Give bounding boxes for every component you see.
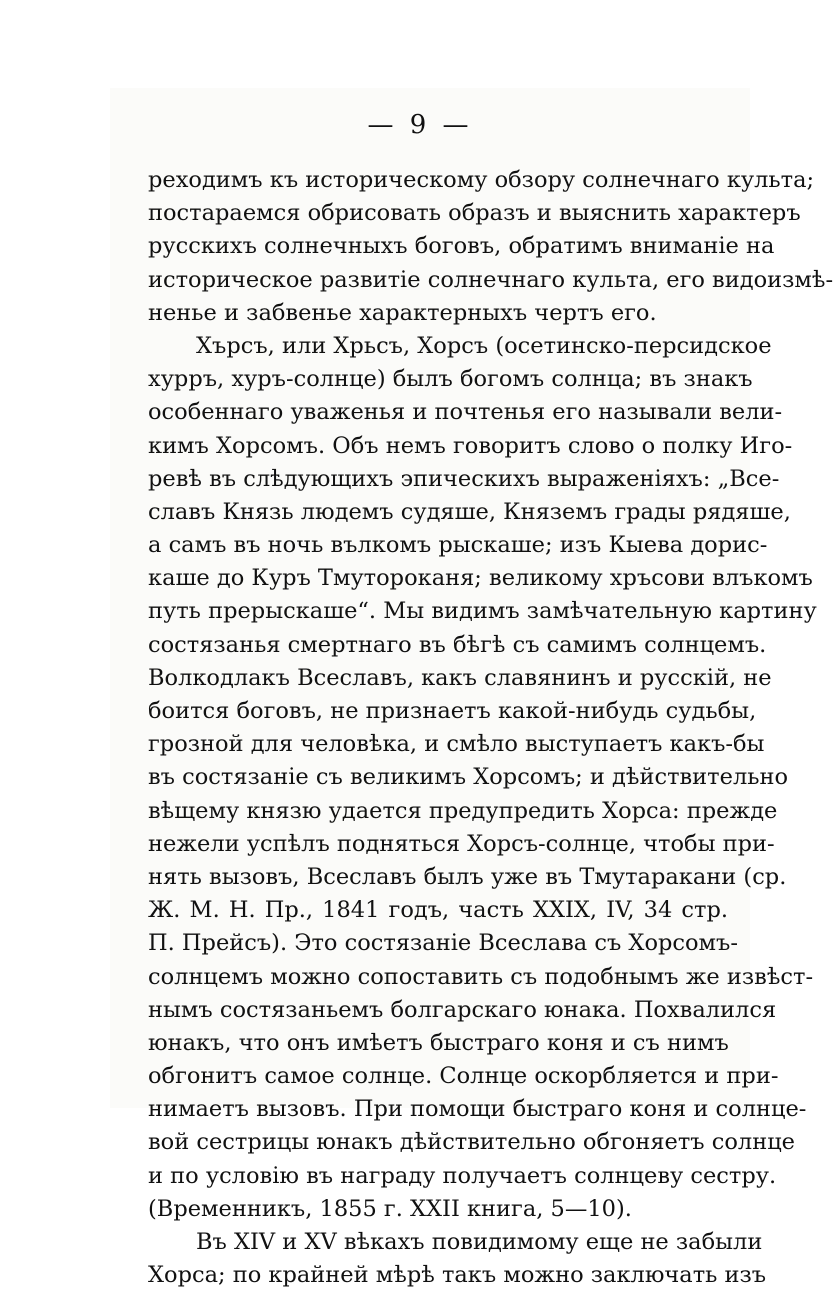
text-line: юнакъ, что онъ имѣетъ быстраго коня и съ нимъ [148, 1029, 729, 1056]
text-line: нимаетъ вызовъ. При помощи быстраго коня и солнце- [148, 1096, 807, 1123]
text-line: вѣщему князю удается предупредить Хорса: прежде [148, 797, 778, 824]
text-line: путь прерыскаше“. Мы видимъ замѣчательную картину [148, 598, 817, 625]
text-line: нымъ состязаньемъ болгарскаго юнака. Похвалился [148, 996, 777, 1023]
text-line: состязанья смертнаго въ бѣгѣ съ самимъ солнцемъ. [148, 631, 767, 658]
text-line: славъ Князь людемъ судяше, Княземъ грады рядяше, [148, 498, 791, 525]
text-line: вой сестрицы юнакъ дѣйствительно обгоняетъ солнце [148, 1129, 795, 1156]
text-line: хурръ, хуръ-солнце) былъ богомъ солнца; въ знакъ [148, 366, 753, 393]
text-line: постараемся обрисовать образъ и выяснить характеръ [148, 200, 801, 227]
text-line: въ состязаніе съ великимъ Хорсомъ; и дѣйствительно [148, 764, 789, 791]
text-line: особеннаго уваженья и почтенья его называли вели- [148, 399, 783, 426]
text-line: боится боговъ, не признаетъ какой-нибудь судьбы, [148, 698, 757, 724]
text-line: ревѣ въ слѣдующихъ эпическихъ выраженіяхъ: „Все- [148, 465, 780, 492]
text-line: Въ XIV и XV вѣкахъ повидимому еще не забыли [196, 1229, 763, 1255]
text-line: П. Прейсъ). Это состязаніе Всеслава съ Хорсомъ- [148, 930, 738, 957]
text-line: Волкодлакъ Всеславъ, какъ славянинъ и русскій, не [148, 664, 772, 691]
text-line: ненье и забвенье характерныхъ чертъ его. [148, 299, 657, 326]
body-text [148, 164, 834, 1292]
text-line: Хърсъ, или Хрьсъ, Хорсъ (осетинско-персидское [196, 332, 772, 359]
text-line: русскихъ солнечныхъ боговъ, обратимъ вниманіе на [148, 233, 775, 260]
text-line: нежели успѣлъ подняться Хорсъ-солнце, чтобы при- [148, 830, 775, 857]
text-line: реходимъ къ историческому обзору солнечнаго культа; [148, 167, 815, 193]
text-line: солнцемъ можно сопоставить съ подобнымъ же извѣст- [148, 963, 814, 990]
text-line: каше до Куръ Тмутороканя; великому хръсови влъкомъ [148, 565, 813, 592]
page-number: — 9 — [367, 110, 473, 140]
text-line: кимъ Хорсомъ. Объ немъ говоритъ слово о полку Иго- [148, 432, 793, 459]
text-line: Хорса; по крайней мѣрѣ такъ можно заключать изъ [148, 1262, 767, 1289]
text-line: (Временникъ, 1855 г. XXII книга, 5—10). [148, 1195, 632, 1222]
text-line: обгонитъ самое солнце. Солнце оскорбляется и при- [148, 1063, 779, 1090]
text-line: Ж. М. Н. Пр., 1841 годъ, часть XXIX, IV, 34 стр. [148, 897, 728, 924]
text-line: нять вызовъ, Всеславъ былъ уже въ Тмутаракани (ср. [148, 863, 787, 890]
text-line: грозной для человѣка, и смѣло выступаетъ какъ-бы [148, 731, 765, 758]
text-line: историческое развитіе солнечнаго культа, его видоизмѣ- [148, 266, 834, 293]
text-line: а самъ въ ночь вълкомъ рыскаше; изъ Кыева дорис- [148, 532, 768, 559]
text-line: и по условію въ награду получаетъ солнцеву сестру. [148, 1162, 777, 1189]
